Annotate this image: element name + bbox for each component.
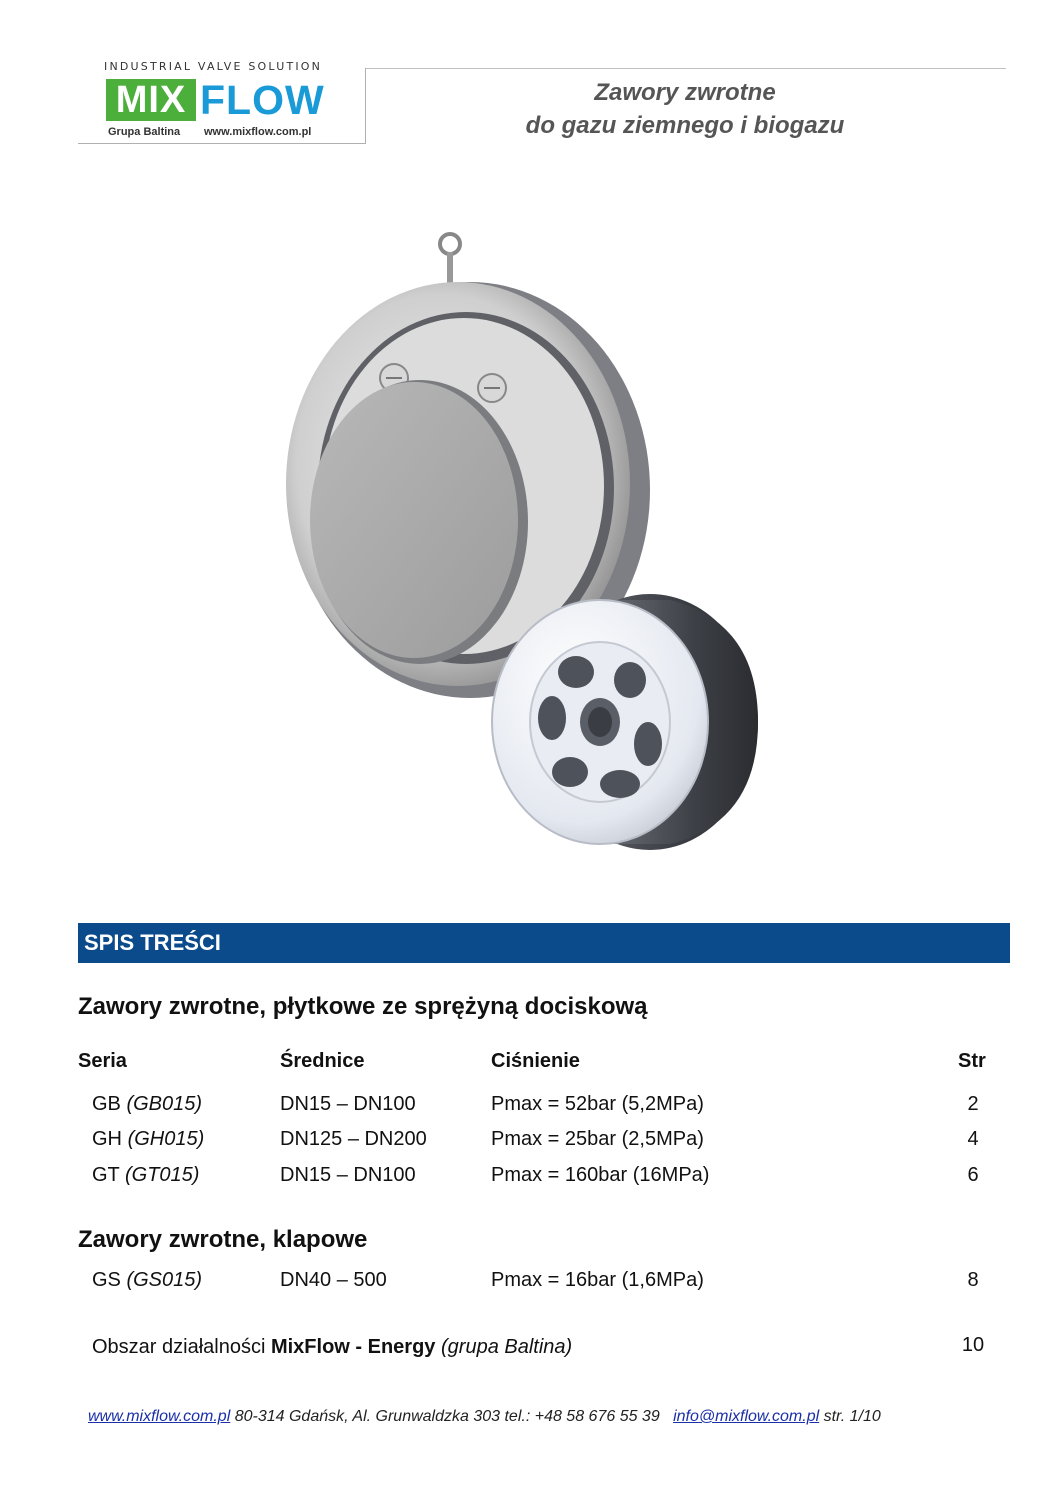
column-header-pressure: Ciśnienie bbox=[491, 1050, 580, 1072]
company-logo bbox=[78, 60, 366, 144]
document-title bbox=[470, 76, 900, 142]
logo-underline bbox=[78, 143, 366, 144]
column-header-page: Str bbox=[958, 1050, 986, 1072]
logo-divider bbox=[365, 68, 366, 144]
logo-flow: FLOW bbox=[200, 77, 325, 123]
row-page: 10 bbox=[961, 1334, 985, 1356]
row-page: 8 bbox=[967, 1269, 979, 1291]
header-rule bbox=[366, 68, 1006, 69]
footer-page-number: str. 1/10 bbox=[823, 1408, 881, 1425]
footer-email-link[interactable]: info@mixflow.com.pl bbox=[673, 1408, 820, 1425]
row-pressure: Pmax = 160bar (16MPa) bbox=[491, 1164, 710, 1186]
row-series: GH (GH015) bbox=[92, 1128, 205, 1150]
area-of-activity-entry: Obszar działalności MixFlow - Energy (grupa Baltina) bbox=[92, 1336, 573, 1358]
row-series: GT (GT015) bbox=[92, 1164, 200, 1186]
logo-tagline: INDUSTRIAL VALVE SOLUTION bbox=[104, 60, 323, 73]
row-page: 6 bbox=[967, 1164, 979, 1186]
title-line-1: Zawory zwrotne bbox=[594, 79, 776, 106]
logo-mix: MIX bbox=[106, 79, 196, 121]
page-footer bbox=[88, 1408, 881, 1426]
logo-url: www.mixflow.com.pl bbox=[204, 126, 312, 138]
row-diameters: DN40 – 500 bbox=[280, 1269, 387, 1291]
row-diameters: DN15 – DN100 bbox=[280, 1164, 416, 1186]
footer-address: 80-314 Gdańsk, Al. Grunwaldzka 303 tel.: +48 58 676 55 39 bbox=[234, 1408, 660, 1425]
column-header-diameters: Średnice bbox=[280, 1050, 365, 1072]
column-header-series: Seria bbox=[78, 1050, 127, 1072]
title-line-2: do gazu ziemnego i biogazu bbox=[525, 112, 845, 139]
row-pressure: Pmax = 25bar (2,5MPa) bbox=[491, 1128, 704, 1150]
row-page: 2 bbox=[967, 1093, 979, 1115]
row-diameters: DN125 – DN200 bbox=[280, 1128, 427, 1150]
section-title-plate-valves: Zawory zwrotne, płytkowe ze sprężyną dociskową bbox=[78, 993, 648, 1020]
row-pressure: Pmax = 52bar (5,2MPa) bbox=[491, 1093, 704, 1115]
row-series: GB (GB015) bbox=[92, 1093, 203, 1115]
section-title-flap-valves: Zawory zwrotne, klapowe bbox=[78, 1226, 368, 1253]
row-page: 4 bbox=[967, 1128, 979, 1150]
row-pressure: Pmax = 16bar (1,6MPa) bbox=[491, 1269, 704, 1291]
check-valve-image bbox=[270, 222, 790, 902]
row-diameters: DN15 – DN100 bbox=[280, 1093, 416, 1115]
toc-heading-bar: SPIS TREŚCI bbox=[78, 923, 1010, 963]
logo-group-name: Grupa Baltina bbox=[108, 126, 181, 138]
footer-website-link[interactable]: www.mixflow.com.pl bbox=[88, 1408, 231, 1425]
row-series: GS (GS015) bbox=[92, 1269, 203, 1291]
